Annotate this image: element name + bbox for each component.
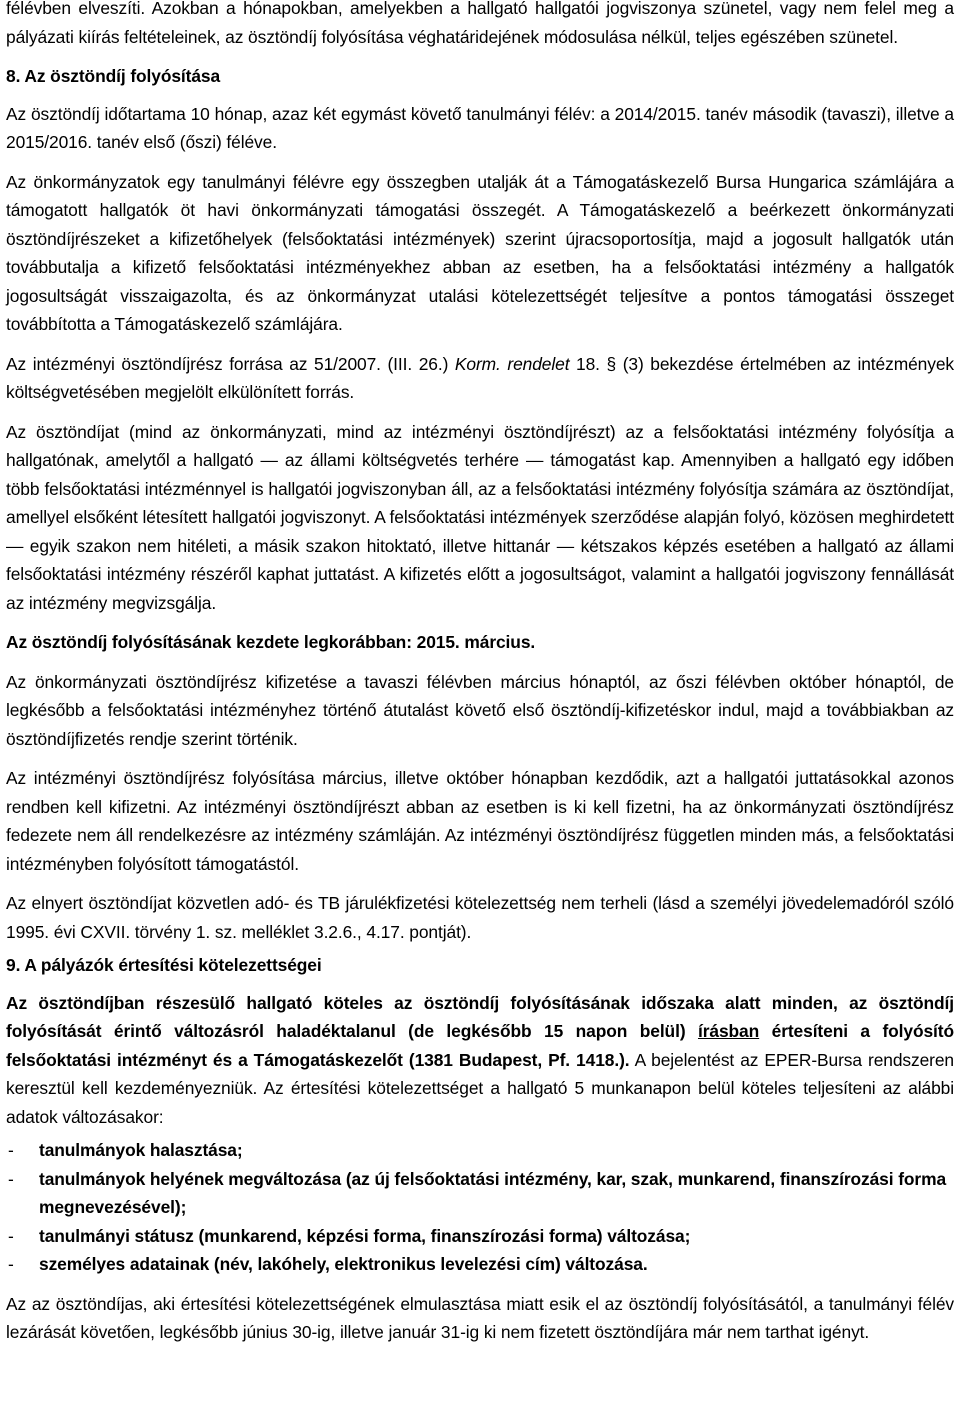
list-item-text: személyes adatainak (név, lakóhely, elektronikus levelezési cím) változása. — [39, 1254, 648, 1274]
bold-text: értesíteni a folyósító felsőoktatási intézményt és a Támogatáskezelőt (1381 Budapest, Pf. 1418.). — [6, 1021, 955, 1070]
paragraph-duration: Az ösztöndíj időtartama 10 hónap, azaz két egymást követő tanulmányi félév: a 2014/2015. tanév második (tavaszi), illetve a 2015/2016. tanév első (őszi) féléve. — [6, 103, 954, 152]
list-item — [6, 1165, 954, 1222]
paragraph-start-date: Az ösztöndíj folyósításának kezdete legkorábban: 2015. március. — [6, 632, 536, 652]
document-page — [6, 0, 954, 1358]
bold-text: Az ösztöndíjban részesülő hallgató köteles az ösztöndíj folyósításának időszaka alatt minden, az ösztöndíj folyósítását érintő változásról haladéktalanul (de legkésőbb 15 napon belül) — [6, 992, 954, 1041]
text-span: A bejelentést az EPER-Bursa rendszeren keresztül kell kezdeményezniük. Az értesítési kötelezettséget a hallgató 5 munkanapon belül köteles teljesíteni az alábbi adatok változásakor: — [6, 1049, 955, 1127]
list-item — [6, 1222, 954, 1251]
paragraph-forfeit: Az az ösztöndíjas, aki értesítési kötelezettségének elmulasztása miatt esik el az ösztöndíj folyósításától, a tanulmányi félév lezárását követően, legkésőbb június 30-ig, illetve január 31-ig ki nem fizetett ösztöndíjára már nem tarthat igényt. — [6, 1293, 954, 1342]
list-item-text: tanulmányi státusz (munkarend, képzési forma, finanszírozási forma) változása; — [39, 1225, 691, 1246]
paragraph-transfer: Az önkormányzatok egy tanulmányi félévre egy összegben utalják át a Támogatáskezelő Bursa Hungarica számlájára a támogatott hallgatók öt havi önkormányzati támogatási összegét. A Támogatáskezelő a beérkezett önkormányzati ösztöndíjrészeket a kifizetőhelyek (felsőoktatási intézmények) szerint újracsoportosítja, majd a jogosult hallgatók után továbbutalja a kifizető felsőoktatási intézményekhez abban az esetben, ha a felsőoktatási intézmény a hallgatók jogosultságát visszaigazolta, és az önkormányzat utalási kötelezettségét teljesítve a pontos támogatási összeget továbbította a Támogatáskezelő számlájára. — [6, 171, 954, 334]
list-item-text: tanulmányok helyének megváltozása (az új felsőoktatási intézmény, kar, szak, munkarend, finanszírozási forma megnevezésével); — [39, 1168, 947, 1217]
list-item-text: tanulmányok halasztása; — [39, 1140, 243, 1160]
dash-bullet: - — [8, 1225, 14, 1246]
italic-text: Korm. rendelet — [454, 353, 570, 374]
dash-bullet: - — [8, 1254, 14, 1274]
text-span: Az intézményi ösztöndíjrész forrása az 51/2007. (III. 26.) — [6, 353, 455, 374]
dash-bullet: - — [8, 1168, 14, 1189]
paragraph-intro: félévben elveszíti. Azokban a hónapokban, amelyekben a hallgató hallgatói jogviszonya szünetel, vagy nem felel meg a pályázati kiírás feltételeinek, az ösztöndíj folyósítása véghatáridejének módosulása nélkül, teljes egészében szünetel. — [6, 0, 954, 47]
paragraph-payer: Az ösztöndíjat (mind az önkormányzati, mind az intézményi ösztöndíjrészt) az a felsőoktatási intézmény folyósítja a hallgatónak, amelytől a hallgató — az állami költségvetés terhére — támogatást kap. Amennyiben a hallgató egy időben több felsőoktatási intézménnyel is hallgatói jogviszonyban áll, az a felsőoktatási intézmény folyósítja számára az ösztöndíjat, amellyel elsőként létesített hallgatói jogviszonyt. A felsőoktatási intézmények szerződése alapján folyó, közösen meghirdetett — egyik szakon nem hitéleti, a másik szakon hitoktató, illetve hittanár — kétszakos képzés esetében a hallgató az állami felsőoktatási intézmény részéről kaphat juttatást. A kifizetés előtt a jogosultságot, valamint a hallgatói jogviszony fennállását az intézmény megvizsgálja. — [6, 421, 954, 613]
text-span: 18. § (3) bekezdése értelmében az intézmények költségvetésében megjelölt elkülönített forrás. — [6, 353, 954, 402]
list-item — [6, 1136, 954, 1165]
list-item — [6, 1250, 954, 1279]
section-9-heading: 9. A pályázók értesítési kötelezettségei — [6, 955, 322, 975]
paragraph-municipal-payment: Az önkormányzati ösztöndíjrész kifizetése a tavaszi félévben március hónaptól, az őszi félévben október hónaptól, de legkésőbb a felsőoktatási intézményhez történő átutalást követő első ösztöndíj-kifizetéskor indul, majd a továbbiakban az ösztöndíjfizetés rendje szerint történik. — [6, 671, 954, 749]
section-8-heading: 8. Az ösztöndíj folyósítása — [6, 66, 221, 86]
paragraph-notification — [6, 989, 954, 1132]
paragraph-institutional-payment: Az intézményi ösztöndíjrész folyósítása március, illetve október hónapban kezdődik, azt a hallgatói juttatásokkal azonos rendben kell kifizetni. Az intézményi ösztöndíjrészt abban az esetben is ki kell fizetni, ha az önkormányzati ösztöndíjrész fedezete nem áll rendelkezésre az intézmény számláján. Az intézményi ösztöndíjrész független minden más, a felsőoktatási intézményben folyósított támogatástól. — [6, 768, 954, 874]
paragraph-source — [6, 350, 954, 407]
underlined-text: írásban — [697, 1021, 760, 1041]
paragraph-tax: Az elnyert ösztöndíjat közvetlen adó- és TB járulékfizetési kötelezettség nem terheli (lásd a személyi jövedelemadóról szóló 1995. évi CXVII. törvény 1. sz. melléklet 3.2.6., 4.17. pontját). — [6, 893, 954, 942]
change-list — [6, 1136, 954, 1279]
dash-bullet: - — [8, 1140, 14, 1160]
